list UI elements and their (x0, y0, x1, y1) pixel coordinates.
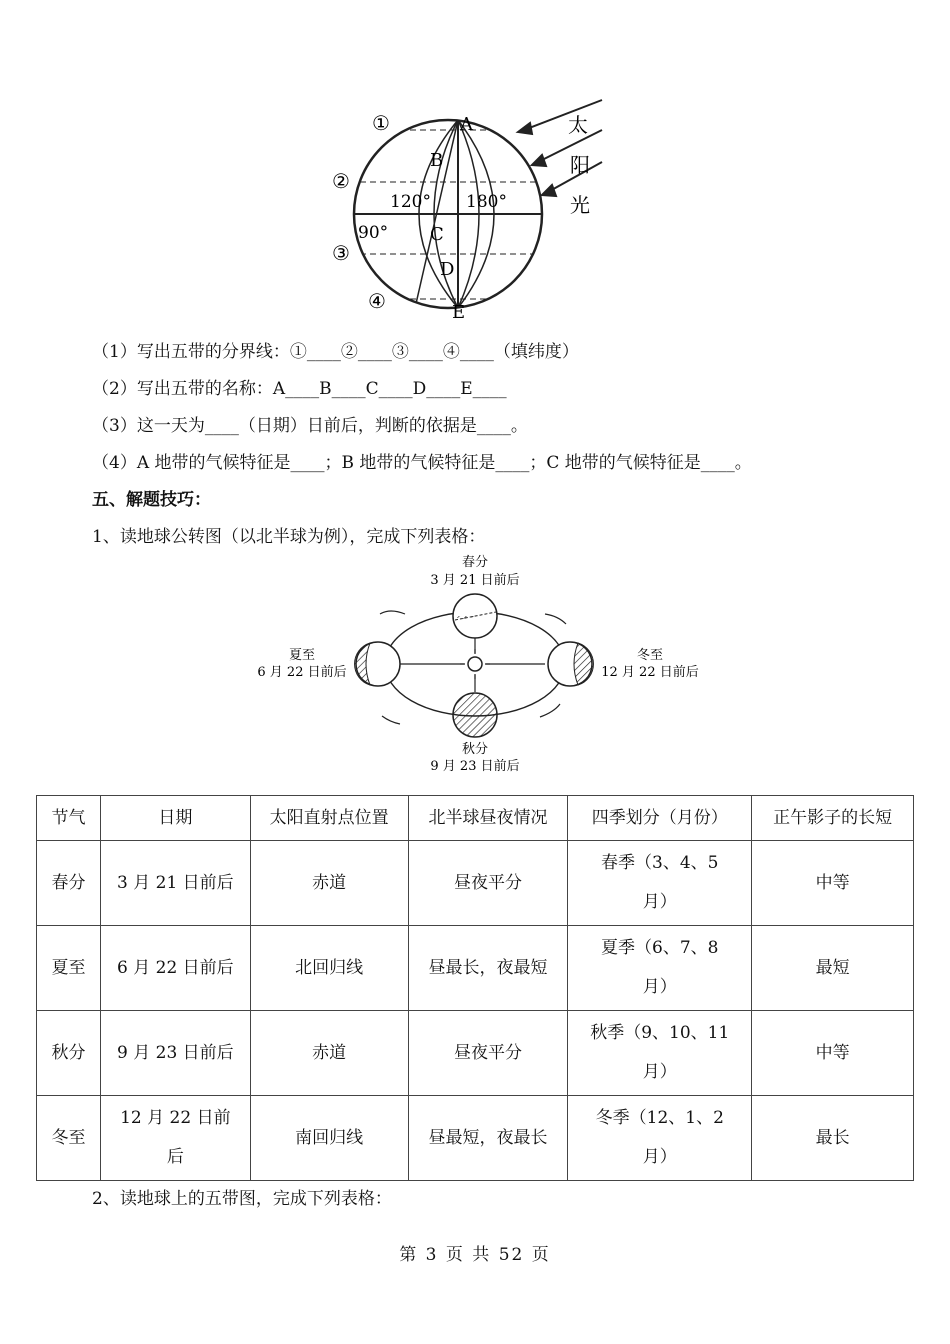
autumn-date: 9 月 23 日前后 (430, 759, 520, 774)
longitude-180: 180° (466, 192, 507, 212)
shadow-cell: 中等 (752, 841, 914, 926)
earth-autumn-icon (453, 693, 497, 737)
table-header-row (37, 796, 914, 841)
term-cell: 春分 (37, 841, 101, 926)
autumn-name: 秋分 (461, 742, 489, 757)
season-cell: 秋季（9、10、11 月） (568, 1011, 752, 1096)
question-1: （1）写出五带的分界线：①____②____③____④____（填纬度） (92, 342, 579, 362)
header-cell: 节气 (37, 796, 101, 841)
section-heading: 五、解题技巧： (92, 490, 211, 510)
header-cell: 北半球昼夜情况 (408, 796, 568, 841)
zone-d: D (440, 259, 455, 280)
circle-label-3: ③ (332, 241, 350, 265)
point-cell: 南回归线 (250, 1096, 408, 1181)
season-cell: 夏季（6、7、8 月） (568, 926, 752, 1011)
question-3: （3）这一天为____（日期）日前后，判断的依据是____。 (92, 416, 528, 436)
point-cell: 赤道 (250, 1011, 408, 1096)
date-cell: 3 月 21 日前后 (100, 841, 250, 926)
shadow-cell: 中等 (752, 1011, 914, 1096)
zone-e: E (452, 302, 466, 323)
winter-name: 冬至 (636, 648, 664, 663)
page-footer: 第 3 页 共 52 页 (399, 1245, 551, 1265)
term-cell: 秋分 (37, 1011, 101, 1096)
date-cell: 6 月 22 日前后 (100, 926, 250, 1011)
sunlight-char-2: 阳 (570, 153, 590, 177)
revolution-diagram (240, 552, 710, 777)
header-cell: 日期 (100, 796, 250, 841)
five-zones-diagram (320, 90, 620, 325)
table-row (37, 1096, 914, 1181)
sunlight-char-3: 光 (570, 193, 590, 217)
point-cell: 北回归线 (250, 926, 408, 1011)
header-cell: 太阳直射点位置 (250, 796, 408, 841)
item-2-instruction: 2、读地球上的五带图，完成下列表格： (92, 1189, 392, 1209)
zone-c: C (430, 224, 444, 245)
spring-name: 春分 (461, 555, 489, 570)
date-cell: 9 月 23 日前后 (100, 1011, 250, 1096)
summer-date: 6 月 22 日前后 (257, 665, 347, 680)
spring-date: 3 月 21 日前后 (430, 573, 520, 588)
circle-label-2: ② (332, 169, 350, 193)
date-cell: 12 月 22 日前 后 (100, 1096, 250, 1181)
daynight-cell: 昼最短，夜最长 (408, 1096, 568, 1181)
shadow-cell: 最短 (752, 926, 914, 1011)
table-row (37, 926, 914, 1011)
sunlight-char-1: 太 (568, 113, 588, 137)
circle-label-1: ① (372, 111, 390, 135)
table-row (37, 1011, 914, 1096)
summer-name: 夏至 (288, 648, 316, 663)
term-cell: 冬至 (37, 1096, 101, 1181)
daynight-cell: 昼最长，夜最短 (408, 926, 568, 1011)
header-cell: 正午影子的长短 (752, 796, 914, 841)
zone-b: B (430, 150, 444, 171)
season-cell: 冬季（12、1、2 月） (568, 1096, 752, 1181)
sun-icon (468, 657, 482, 671)
daynight-cell: 昼夜平分 (408, 841, 568, 926)
point-cell: 赤道 (250, 841, 408, 926)
season-table (36, 795, 914, 1181)
zone-a: A (460, 114, 473, 135)
item-1-instruction: 1、读地球公转图（以北半球为例），完成下列表格： (92, 527, 486, 547)
longitude-90: 90° (358, 223, 389, 243)
header-cell: 四季划分（月份） (568, 796, 752, 841)
daynight-cell: 昼夜平分 (408, 1011, 568, 1096)
table-row (37, 841, 914, 926)
question-4: （4）A 地带的气候特征是____；B 地带的气候特征是____；C 地带的气候特征是____。 (92, 453, 752, 473)
question-2: （2）写出五带的名称：A____B____C____D____E____ (92, 379, 507, 399)
shadow-cell: 最长 (752, 1096, 914, 1181)
longitude-120: 120° (390, 192, 431, 212)
winter-date: 12 月 22 日前后 (601, 665, 699, 680)
circle-label-4: ④ (368, 289, 386, 313)
term-cell: 夏至 (37, 926, 101, 1011)
season-cell: 春季（3、4、5 月） (568, 841, 752, 926)
